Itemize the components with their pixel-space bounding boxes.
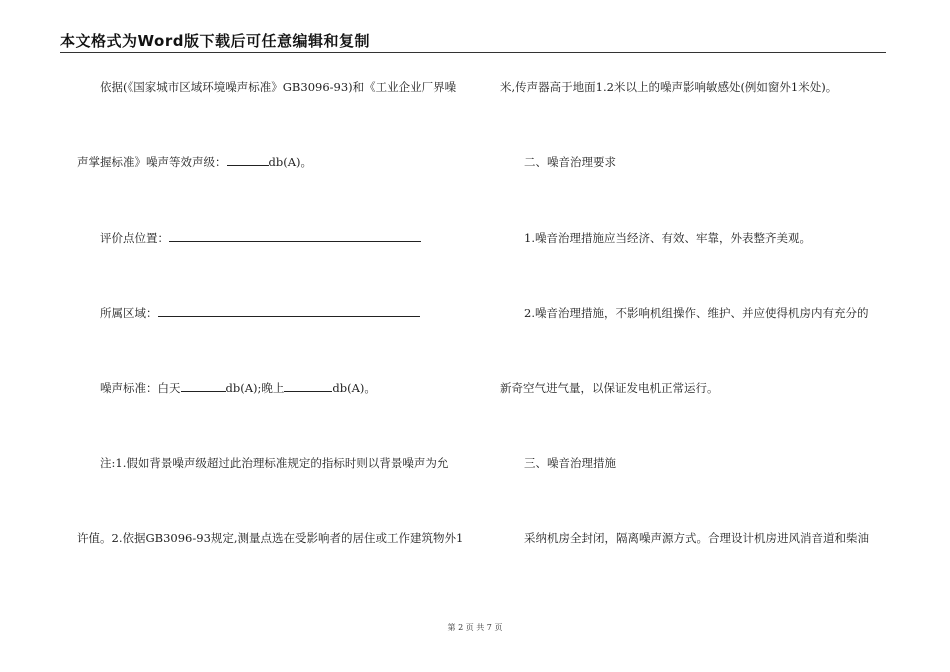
eval-point-label: 评价点位置： <box>100 231 169 245</box>
noise-level-label: 声掌握标准》噪声等效声级： <box>77 155 227 169</box>
noise-level-unit: db(A)。 <box>268 155 313 169</box>
right-line-1: 米,传声器高于地面1.2米以上的噪声影响敏感处(例如窗外1米处)。 <box>500 80 838 94</box>
noise-std-day-label: 噪声标准：白天 <box>100 381 181 395</box>
document-header-title: 本文格式为Word版下载后可任意编辑和复制 <box>60 32 370 50</box>
noise-std-day-blank <box>181 380 226 392</box>
left-line-2 <box>77 154 312 170</box>
right-line-5: 新奇空气进气量，以保证发电机正常运行。 <box>500 381 719 395</box>
left-line-3 <box>100 230 421 246</box>
right-line-4: 2.噪音治理措施，不影响机组操作、维护、并应使得机房内有充分的 <box>524 306 869 320</box>
header-divider <box>60 52 886 53</box>
eval-point-blank <box>169 230 421 242</box>
left-line-4 <box>100 305 420 321</box>
region-label: 所属区域： <box>100 306 158 320</box>
left-line-5 <box>100 380 376 396</box>
page-number: 第 2 页 共 7 页 <box>447 623 503 632</box>
section-heading-requirements: 二、噪音治理要求 <box>524 155 616 169</box>
right-line-7: 采纳机房全封闭，隔离噪声源方式。合理设计机房进风消音道和柴油 <box>524 531 869 545</box>
left-line-6: 注:1.假如背景噪声级超过此治理标准规定的指标时则以背景噪声为允 <box>100 456 449 470</box>
noise-level-blank <box>227 154 269 166</box>
noise-std-night-label: db(A);晚上 <box>225 381 285 395</box>
left-line-1: 依据(《国家城市区域环境噪声标准》GB3096-93)和《工业企业厂界噪 <box>100 80 457 94</box>
region-blank <box>158 305 420 317</box>
section-heading-measures: 三、噪音治理措施 <box>524 456 616 470</box>
right-line-3: 1.噪音治理措施应当经济、有效、牢靠，外表整齐美观。 <box>524 231 811 245</box>
noise-std-night-blank <box>284 380 332 392</box>
noise-std-unit: db(A)。 <box>332 381 376 395</box>
left-line-7: 许值。2.依据GB3096-93规定,测量点选在受影响者的居住或工作建筑物外1 <box>77 531 464 545</box>
